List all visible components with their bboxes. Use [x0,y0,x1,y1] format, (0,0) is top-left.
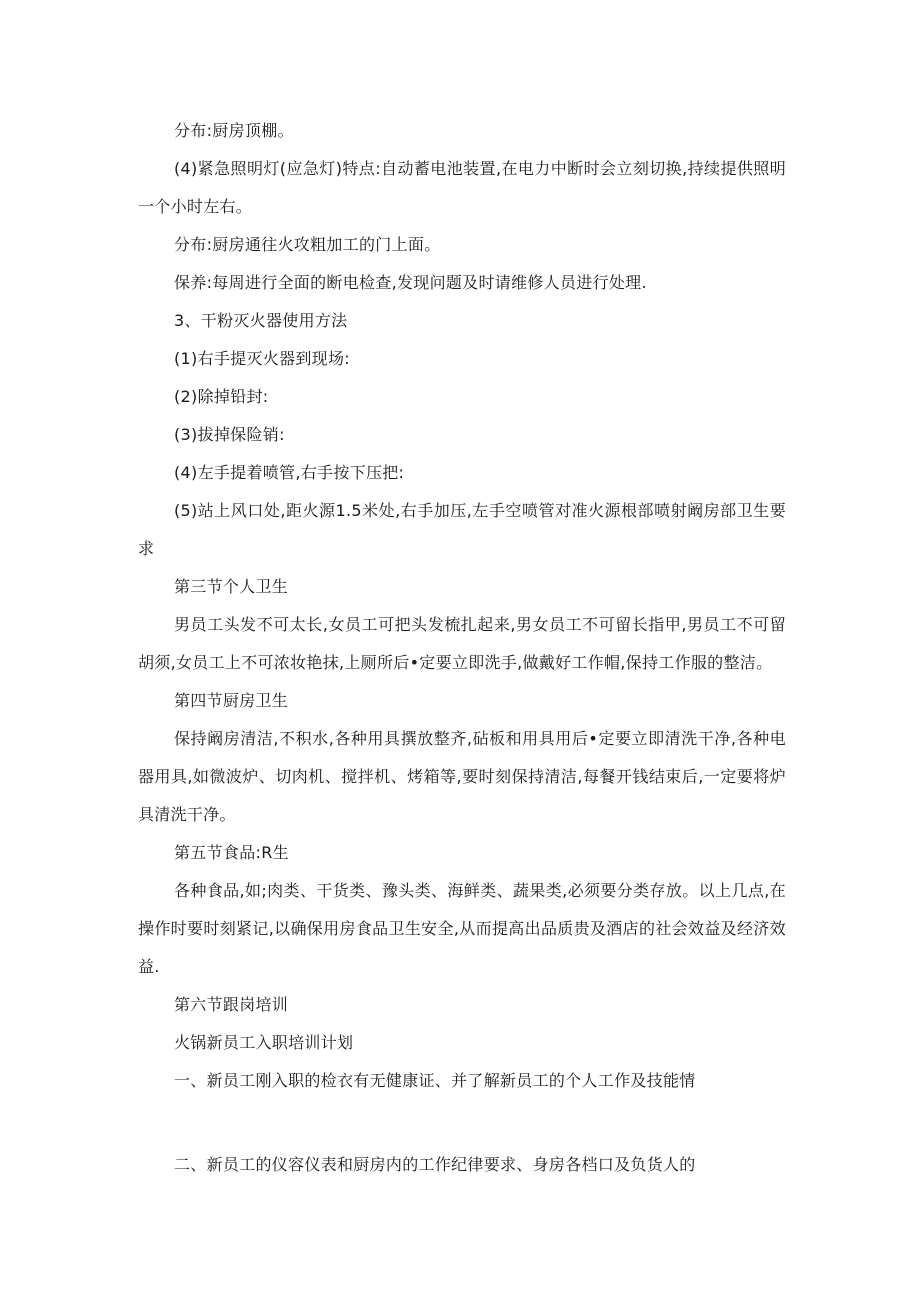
heading-section-5: 第五节食品:R生 [174,843,289,862]
paragraph-maintenance: 保养:每周进行全面的断电检查,发现问题及时请维修人员进行处理. [174,273,647,292]
step-1: (1)右手提灭火器到现场: [174,349,350,368]
training-item-1: 一、新员工刚入职的检衣有无健康证、并了解新员工的个人工作及技能情 [174,1071,696,1090]
paragraph-distribution-ceiling: 分布:厨房顶棚。 [174,121,294,140]
document-body [138,112,786,1184]
step-4: (4)左手提着喷管,右手按下压把: [174,463,405,482]
paragraph-personal-hygiene: 男员工头发不可太长,女员工可把头发梳扎起来,男女员工不可留长指甲,男员工不可留胡须,女员工上不可浓妆艳抹,上厕所后•定要立即洗手,做戴好工作帽,保持工作服的整洁。 [138,615,786,672]
heading-extinguisher-usage: 3、干粉灭火器使用方法 [174,311,348,330]
step-3: (3)拔掉保险销: [174,425,285,444]
step-2: (2)除掉铅封: [174,387,269,406]
paragraph-kitchen-hygiene: 保持阚房清洁,不积水,各种用具撰放整齐,砧板和用具用后•定要立即清洗干净,各种电器用具,如微波炉、切肉机、搅拌机、烤箱等,要时刻保持清洁,每餐开钱结束后,一定要将炉具清洗干净。 [138,729,786,824]
paragraph-distribution-door: 分布:厨房通往火攻粗加工的门上面。 [174,235,441,254]
heading-section-3: 第三节个人卫生 [174,577,289,596]
heading-section-6: 第六节跟岗培训 [174,995,289,1014]
heading-section-4: 第四节厨房卫生 [174,691,289,710]
paragraph-food-hygiene: 各种食品,如;肉类、干货类、豫头类、海鲜类、蔬果类,必须要分类存放。以上几点,在操作时要时刻紧记,以确保用房食品卫生安全,从而提高出品质贵及酒店的社会效益及经济效益. [138,881,786,976]
step-5: (5)站上风口处,距火源1.5米处,右手加压,左手空喷管对准火源根部喷射阚房部卫生要求 [138,501,786,558]
heading-training-plan: 火锅新员工入职培训计划 [174,1033,354,1052]
paragraph-emergency-light: (4)紧急照明灯(应急灯)特点:自动蓄电池装置,在电力中断时会立刻切换,持续提供照明一个小时左右。 [138,159,786,216]
training-item-2: 二、新员工的仪容仪表和厨房内的工作纪律要求、身房各档口及负货人的 [174,1155,696,1174]
